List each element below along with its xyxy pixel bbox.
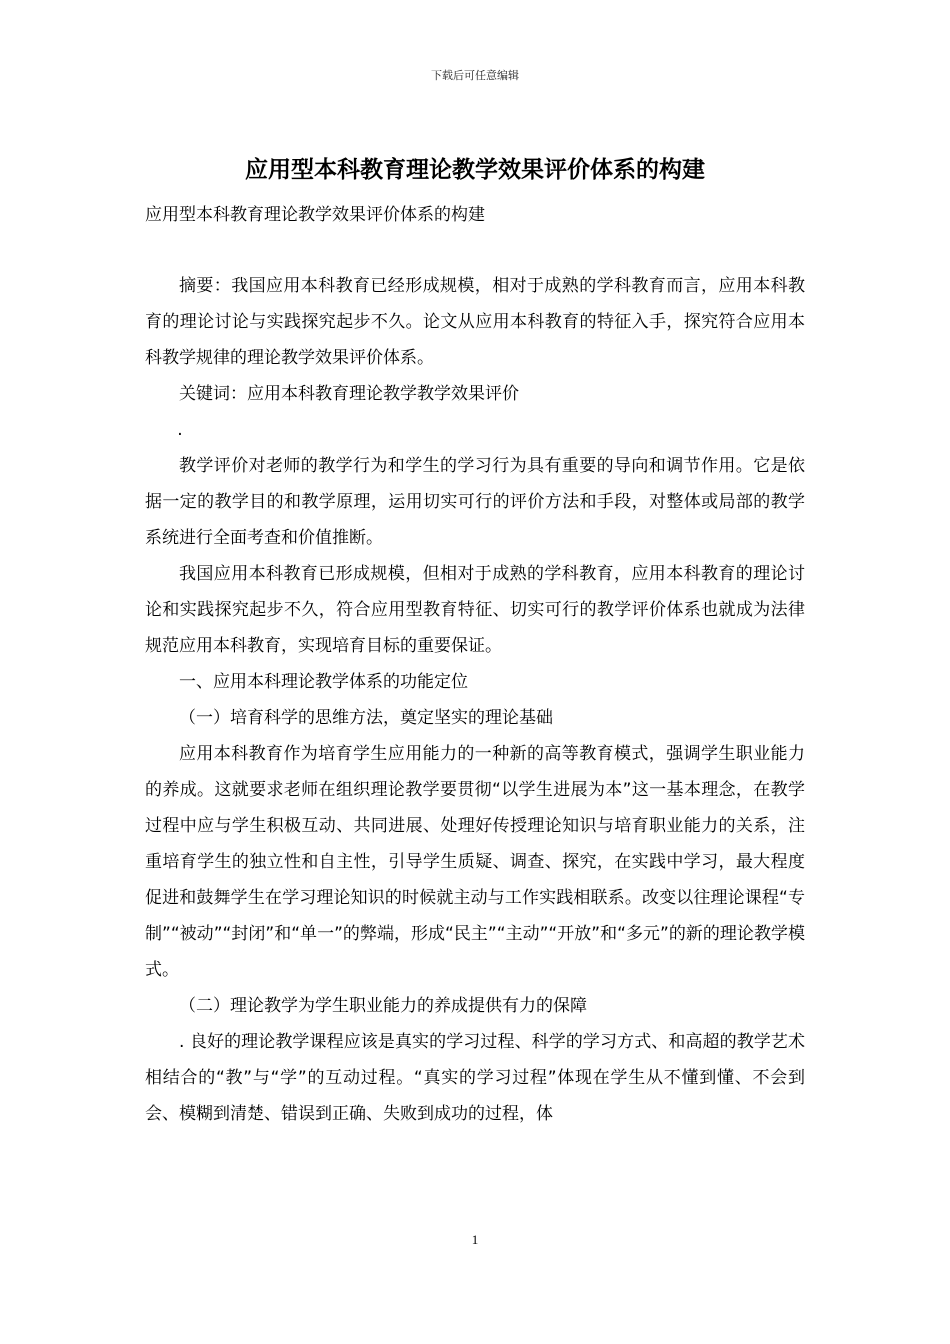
header-note: 下载后可任意编辑 bbox=[431, 69, 519, 82]
document-title: 应用型本科教育理论教学效果评价体系的构建 bbox=[245, 157, 705, 183]
page-number: 1 bbox=[471, 1232, 479, 1247]
body-paragraph: 应用本科教育作为培育学生应用能力的一种新的高等教育模式，强调学生职业能力的养成。这就要求老师在组织理论教学要贯彻“以学生进展为本”这一基本理念，在教学过程中应与学生积极互动、共同进展、处理好传授理论知识与培育职业能力的关系，注重培育学生的独立性和自主性，引导学生质疑、调查、探究，在实践中学习，最大程度促进和鼓舞学生在学习理论知识的时候就主动与工作实践相联系。改变以往理论课程“专制”“被动”“封闭”和“单一”的弊端，形成“民主”“主动”“开放”和“多元”的新的理论教学模式。 bbox=[145, 744, 805, 980]
body-paragraph: 教学评价对老师的教学行为和学生的学习行为具有重要的导向和调节作用。它是依据一定的教学目的和教学原理，运用切实可行的评价方法和手段，对整体或局部的教学系统进行全面考查和价值推断。 bbox=[145, 456, 805, 548]
section-heading: 一、应用本科理论教学体系的功能定位 bbox=[179, 672, 468, 692]
document-body bbox=[145, 268, 805, 1132]
dot-paragraph: . bbox=[177, 420, 183, 440]
body-paragraph: 我国应用本科教育已形成规模，但相对于成熟的学科教育，应用本科教育的理论讨论和实践探究起步不久，符合应用型教育特征、切实可行的教学评价体系也就成为法律规范应用本科教育，实现培育目标的重要保证。 bbox=[145, 564, 805, 656]
keywords-paragraph: 关键词：应用本科教育理论教学教学效果评价 bbox=[179, 384, 519, 404]
document-subtitle: 应用型本科教育理论教学效果评价体系的构建 bbox=[145, 205, 485, 225]
subsection-heading: （二）理论教学为学生职业能力的养成提供有力的保障 bbox=[179, 996, 587, 1016]
abstract-paragraph: 摘要：我国应用本科教育已经形成规模，相对于成熟的学科教育而言，应用本科教育的理论讨论与实践探究起步不久。论文从应用本科教育的特征入手，探究符合应用本科教学规律的理论教学效果评价体系。 bbox=[145, 276, 805, 368]
subsection-heading: （一）培育科学的思维方法，奠定坚实的理论基础 bbox=[179, 708, 553, 728]
body-paragraph: . 良好的理论教学课程应该是真实的学习过程、科学的学习方式、和高超的教学艺术相结合的“教”与“学”的互动过程。“真实的学习过程”体现在学生从不懂到懂、不会到会、模糊到清楚、错误到正确、失败到成功的过程，体 bbox=[145, 1032, 805, 1124]
